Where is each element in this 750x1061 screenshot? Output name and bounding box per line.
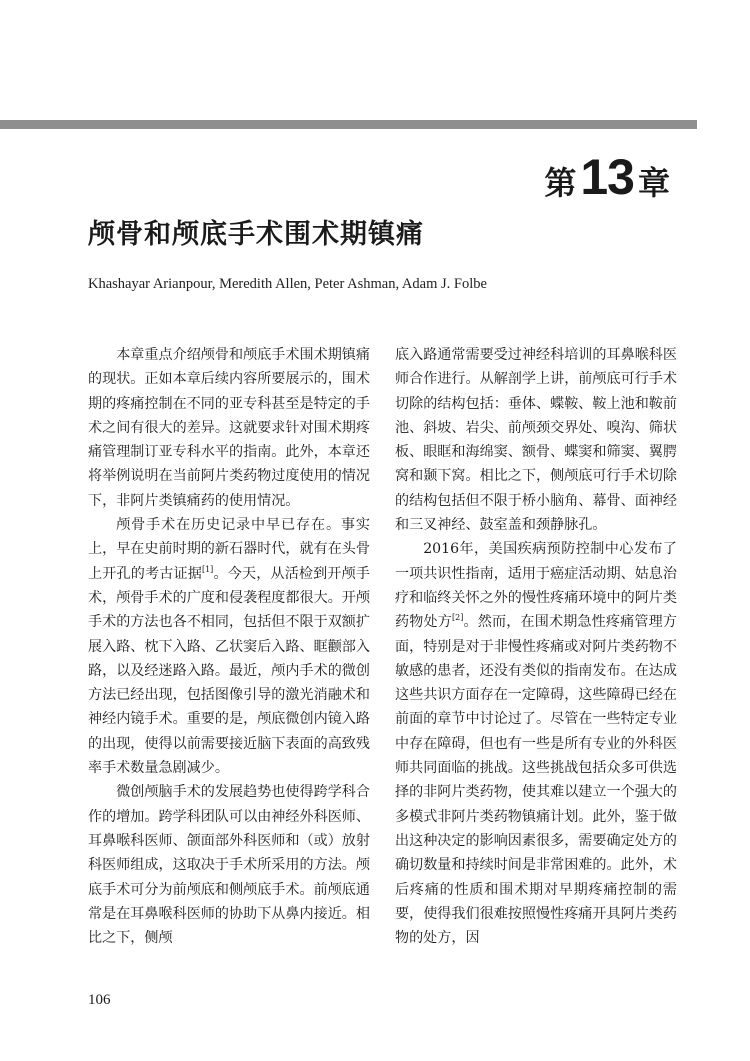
paragraph: 本章重点介绍颅骨和颅底手术围术期镇痛的现状。正如本章后续内容所要展示的，围术期的疼痛控制在不同的亚专科甚至是特定的手术之间有很大的差异。这就要求针对围术期疼痛管理制订亚专科水平的指南。此外，本章还将举例说明在当前阿片类药物过度使用的情况下，非阿片类镇痛药的使用情况。: [88, 347, 370, 509]
chapter-suffix: 章: [637, 164, 670, 202]
paragraph-text: 颅骨手术在历史记录中早已存在。事实上，早在史前时期的新石器时代，就有在头骨上开孔的考古证据: [88, 517, 370, 582]
paragraph: [88, 513, 370, 780]
chapter-heading: [544, 148, 670, 206]
citation-ref: [1]: [201, 564, 214, 574]
paragraph-text: 。今天，从活检到开颅手术，颅骨手术的广度和侵袭程度都很大。开颅手术的方法也各不相同，包括但不限于双额扩展入路、枕下入路、乙状窦后入路、眶颧部入路，以及经迷路入路。最近，颅内手术的微创方法已经出现，包括图像引导的激光消融术和神经内镜手术。重要的是，颅底微创内镜入路的出现，使得以前需要接近脑下表面的高致残率手术数量急剧减少。: [88, 565, 371, 777]
citation-ref: [2]: [451, 613, 464, 623]
left-column: [88, 343, 370, 950]
page-number: 106: [88, 992, 111, 1008]
chapter-number: 13: [580, 149, 634, 205]
paragraph: 微创颅脑手术的发展趋势也使得跨学科合作的增加。跨学科团队可以由神经外科医师、耳鼻喉科医师、颌面部外科医师和（或）放射科医师组成，这取决于手术所采用的方法。颅底手术可分为前颅底和侧颅底手术。前颅底通常是在耳鼻喉科医师的协助下从鼻内接近。相比之下，侧颅: [88, 784, 370, 947]
paragraph-text: 。然而，在围术期急性疼痛管理方面，特别是对于非慢性疼痛或对阿片类药物不敏感的患者，还没有类似的指南发布。在达成这些共识方面存在一定障碍，这些障碍已经在前面的章节中讨论过了。尽管在一些特定专业中存在障碍，但也有一些是所有专业的外科医师共同面临的挑战。这些挑战包括众多可供选择的非阿片类药物，使其难以建立一个强大的多模式非阿片类药物镇痛计划。此外，鉴于做出这种决定的影响因素很多，需要确定处方的确切数量和持续时间是非常困难的。此外，术后疼痛的性质和围术期对早期疼痛控制的需要，使得我们很难按照慢性疼痛开具阿片类药物的处方，因: [395, 614, 678, 947]
paragraph: 底入路通常需要受过神经科培训的耳鼻喉科医师合作进行。从解剖学上讲，前颅底可行手术切除的结构包括：垂体、蝶鞍、鞍上池和鞍前池、斜坡、岩尖、前颅颈交界处、嗅沟、筛状板、眼眶和海绵窦、额骨、蝶窦和筛窦、翼腭窝和颞下窝。相比之下，侧颅底可行手术切除的结构包括但不限于桥小脑角、幕骨、面神经和三叉神经、鼓室盖和颈静脉孔。: [395, 347, 677, 534]
right-column: [395, 343, 677, 950]
author-list: Khashayar Arianpour, Meredith Allen, Peter Ashman, Adam J. Folbe: [88, 276, 487, 292]
paragraph-text: 2016年，美国疾病预防控制中心发布了一项共识性指南，适用于癌症活动期、姑息治疗和临终关怀之外的慢性疼痛环境中的阿片类药物处方: [395, 541, 677, 631]
chapter-prefix: 第: [544, 164, 577, 202]
paragraph: [395, 537, 677, 950]
chapter-title: 颅骨和颅底手术围术期镇痛: [88, 219, 424, 250]
header-rule: [0, 120, 697, 129]
